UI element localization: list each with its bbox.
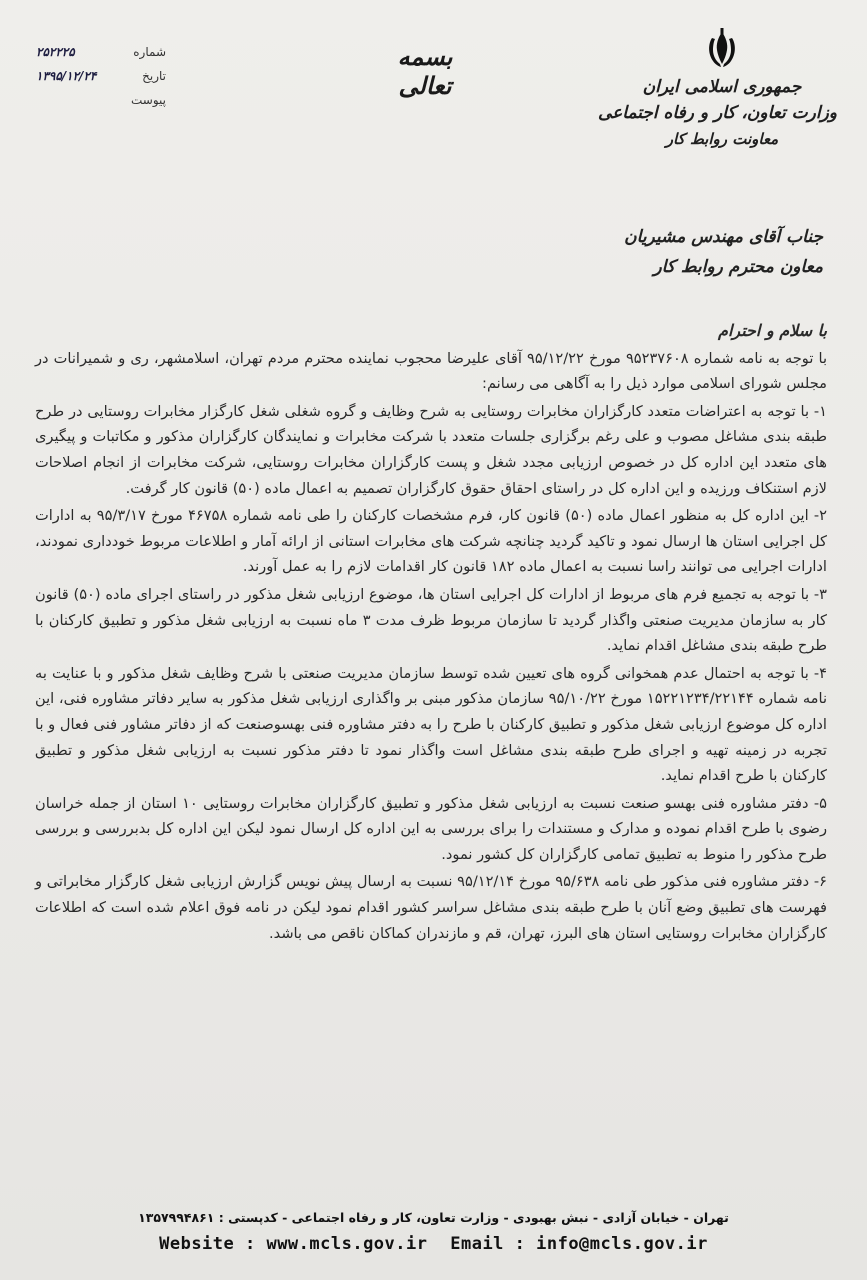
republic-name: جمهوری اسلامی ایران	[642, 77, 802, 97]
item-paragraph-5: ۵- دفتر مشاوره فنی بهسو صنعت نسبت به ارزیابی شغل مذکور و تطبیق کارگزاران مخابرات روستایی ۱۰ استان از جمله خراسان رضوی با طرح اقدام نموده و مدارک و مستندات را برای بررسی به این اداره کل ارسال نمود لیکن این اداره کل بدبررسی و بررسی طرح مذکور را منوط به تطبیق تمامی کارگزاران کل کشور نمود.	[35, 794, 827, 863]
date-label: تاریخ	[142, 69, 166, 83]
deputy-name: معاونت روابط کار	[665, 130, 779, 148]
addressee	[323, 222, 823, 282]
ministry-name: وزارت تعاون، کار و رفاه اجتماعی	[597, 103, 837, 123]
item-paragraph-3: ۳- با توجه به تجمیع فرم های مربوط از ادارات کل اجرایی استان ها، موضوع ارزیابی شغل مذکور در راستای اجرای ماده (۵۰) قانون کار به سازمان مدیریت صنعتی واگذار گردید تا سازمان مربوط ظرف مدت ۳ ماه نسبت به ارزیابی شغل مذکور و تطبیق کارکنان با طرح طبقه بندی مشاغل اقدام نماید.	[35, 585, 827, 655]
item-paragraph-1: ۱- با توجه به اعتراضات متعدد کارگزاران مخابرات روستایی به شرح وظایف و گروه شغلی شغل کارگزار مخابرات روستایی در طرح طبقه بندی مشاغل مصوب و علی رغم برگزاری جلسات متعدد با شرکت مخابرات و نمایندگان کارگزاران مذکور و مکاتبات و پیگیری های متعدد این اداره کل در خصوص ارزیابی مجدد شغل و پست کارگزاران مخابرات روستایی، شرکت مخابرات از انجام اصلاحات لازم استنکاف ورزیده و این اداره کل در راستای احقاق حقوق کارگزاران تصمیم به اعمال ماده (۵۰) قانون کار گرفت.	[35, 402, 827, 497]
iran-emblem-icon	[702, 28, 742, 70]
number-label: شماره	[133, 45, 166, 59]
letter-body	[35, 318, 827, 948]
number-value: ۲۵۲۲۲۵	[36, 45, 75, 59]
attachment-label: پیوست	[131, 93, 166, 107]
meta-number-row	[36, 40, 166, 64]
footer-contact	[0, 1230, 867, 1258]
letter-meta	[36, 40, 166, 112]
basmala: بسمه تعالی	[397, 42, 453, 100]
footer-email: Email : info@mcls.gov.ir	[450, 1234, 708, 1254]
intro-paragraph: با توجه به نامه شماره ۹۵۲۳۷۶۰۸ مورخ ۹۵/۱۲/۲۲ آقای علیرضا محجوب نماینده محترم مردم تهران، اسلامشهر، ری و شمیرانات در مجلس شورای اسلامی موارد ذیل را به آگاهی می رسانم:	[35, 349, 828, 393]
footer-website: Website : www.mcls.gov.ir	[159, 1234, 428, 1254]
item-paragraph-4: ۴- با توجه به احتمال عدم همخوانی گروه های تعیین شده توسط سازمان مدیریت صنعتی با شرح وظایف شغل مذکور و با عنایت به نامه شماره ۱۵۲۲۱۲۳۴/۲۲۱۴۴ مورخ ۹۵/۱۰/۲۲ سازمان مذکور مبنی بر واگذاری ارزیابی شغل مذکور به سایر دفاتر مشاوره فنی، این اداره کل موضوع ارزیابی شغل مذکور و تطبیق کارکنان با طرح را به دفتر مشاوره فنی بهسوصنعت که از دفاتر مشاور فنی فعال و با تجربه در زمینه تهیه و اجرای طرح طبقه بندی مشاغل است واگذار نمود تا دفتر مذکور نسبت به ارزیابی شغل مذکور و تطبیق کارکنان با طرح اقدام نماید.	[35, 664, 827, 785]
item-paragraph-2: ۲- این اداره کل به منظور اعمال ماده (۵۰) قانون کار، فرم مشخصات کارکنان را طی نامه شماره ۴۶۷۵۸ مورخ ۹۵/۳/۱۷ به ادارات کل اجرایی استان ها ارسال نمود و تاکید گردید چنانچه شرکت های مخابرات استانی از ارائه آمار و اطلاعات مربوط خودداری نمودند، ادارات اجرایی می توانند راسا نسبت به اعمال ماده ۱۸۲ قانون کار اقدامات لازم را به عمل آورند.	[35, 507, 828, 576]
addressee-title: معاون محترم روابط کار	[653, 257, 823, 277]
footer-address: تهران - خیابان آزادی - نبش بهبودی - وزارت تعاون، کار و رفاه اجتماعی - کدپستی : ۱۳۵۷۹۹۴۸۶۱	[138, 1210, 729, 1225]
letterhead	[597, 28, 837, 152]
date-value: ۱۳۹۵/۱۲/۲۴	[36, 69, 97, 83]
item-paragraph-6: ۶- دفتر مشاوره فنی مذکور طی نامه ۹۵/۶۳۸ مورخ ۹۵/۱۲/۱۴ نسبت به ارسال پیش نویس گزارش ارزیابی شغل کارگزار مخابراتی و فهرست های تطبیق وضع آنان با طرح طبقه بندی مشاغل سراسر کشور اقدام نمود لیکن در نامه فوق اعلام شده است که اطلاعات کارگزاران مخابرات روستایی استان های البرز، تهران، قم و مازندران کماکان ناقص می باشد.	[35, 873, 827, 942]
meta-date-row	[36, 64, 166, 88]
addressee-name: جناب آقای مهندس مشیریان	[624, 227, 823, 247]
greeting: با سلام و احترام	[718, 321, 827, 340]
letter-footer	[0, 1206, 867, 1258]
meta-attachment-row	[36, 88, 166, 112]
